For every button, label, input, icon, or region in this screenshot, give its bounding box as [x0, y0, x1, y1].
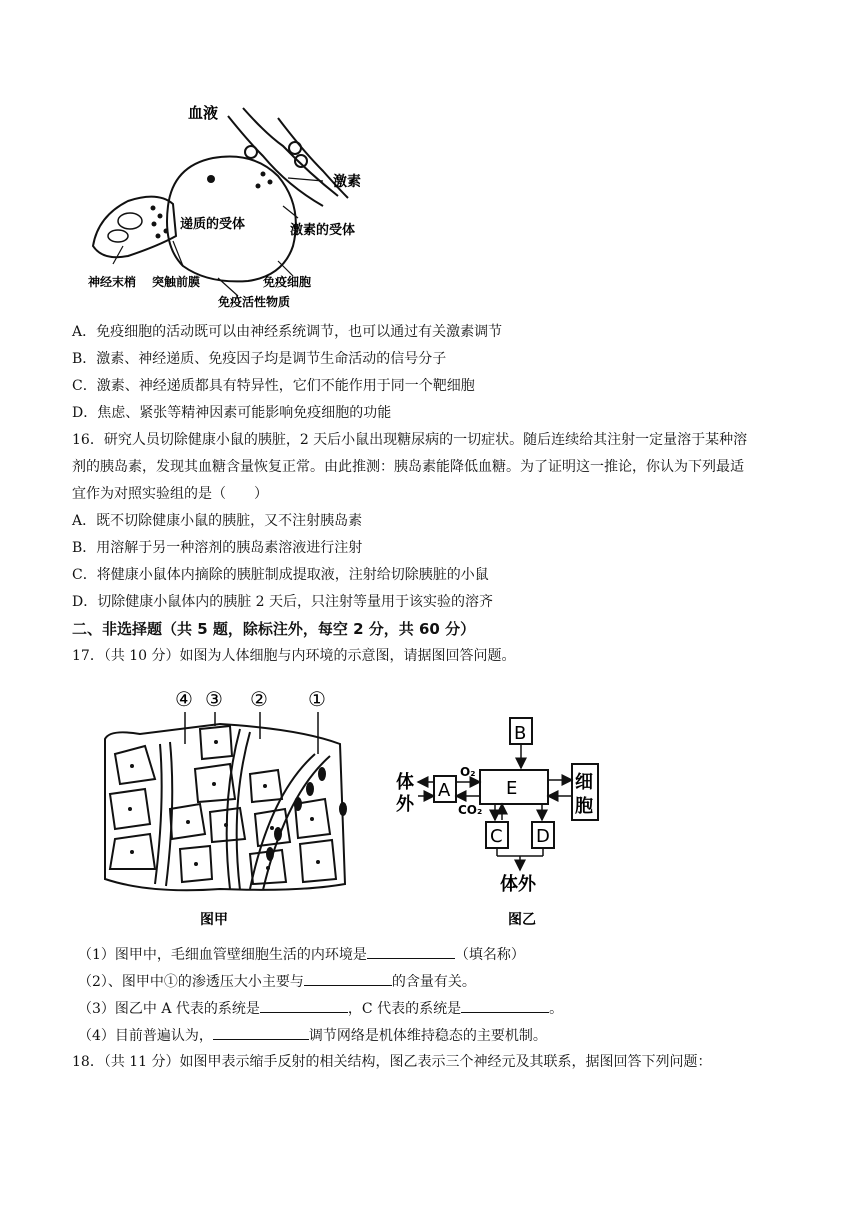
q16-option-a: A．既不切除健康小鼠的胰脏，又不注射胰岛素 [72, 513, 363, 529]
marker-4: ④ [175, 687, 193, 711]
q17-sub1 [78, 944, 525, 965]
q17-sub2-blank[interactable] [304, 971, 392, 986]
q16-stem-line2: 剂的胰岛素，发现其血糖含量恢复正常。由此推测：胰岛素能降低血糖。为了证明这一推论，你认为下列最适 [72, 459, 744, 475]
figure-b-systems [390, 712, 620, 934]
q17-sub2 [78, 971, 476, 992]
q17-sub1-blank[interactable] [367, 944, 455, 959]
q17-sub4-tail: 调节网络是机体维持稳态的主要机制。 [308, 1028, 547, 1044]
q15-option-c: C．激素、神经递质都具有特异性，它们不能作用于同一个靶细胞 [72, 378, 475, 394]
label-nerve-ending: 神经末梢 [88, 275, 137, 289]
immune-cell-diagram [88, 96, 388, 312]
q15-option-b: B．激素、神经递质、免疫因子均是调节生命活动的信号分子 [72, 351, 447, 367]
cells-label-2: 胞 [575, 796, 593, 817]
marker-2: ② [250, 687, 268, 711]
box-b-label: B [514, 723, 527, 744]
outside-bottom-label: 体外 [500, 874, 536, 895]
box-c-label: C [490, 826, 503, 847]
label-blood: 血液 [188, 104, 219, 122]
section2-heading: 二、非选择题（共 5 题，除标注外，每空 2 分，共 60 分） [72, 620, 476, 638]
q17-sub4 [78, 1025, 547, 1046]
q17-sub4-blank[interactable] [213, 1025, 309, 1040]
q16-option-b: B．用溶解于另一种溶剂的胰岛素溶液进行注射 [72, 540, 363, 556]
figure-a-tissue [100, 684, 350, 934]
figure-b-caption: 图乙 [508, 912, 536, 928]
q17-sub3 [78, 998, 563, 1019]
q15-option-a: A．免疫细胞的活动既可以由神经系统调节，也可以通过有关激素调节 [72, 324, 503, 340]
box-e-label: E [506, 778, 518, 799]
box-a-label: A [438, 780, 451, 801]
q17-sub3-mid: ，C 代表的系统是 [347, 1001, 462, 1017]
q16-stem-line1: 16．研究人员切除健康小鼠的胰脏，2 天后小鼠出现糖尿病的一切症状。随后连续给其注射一定量溶于某种溶 [72, 432, 748, 448]
q17-sub2-tail: 的含量有关。 [391, 974, 476, 990]
q17-sub1-note: （填名称） [454, 947, 525, 963]
q17-sub3-blank-c[interactable] [461, 998, 549, 1013]
q17-sub3-end: 。 [549, 1001, 564, 1017]
marker-3: ③ [205, 687, 223, 711]
q15-option-d: D．焦虑、紧张等精神因素可能影响免疫细胞的功能 [72, 405, 392, 421]
marker-1: ① [308, 687, 326, 711]
cells-label-1: 细 [575, 772, 593, 793]
label-immune-substance: 免疫活性物质 [218, 295, 291, 309]
q17-sub4-text: （4）目前普遍认为， [78, 1028, 213, 1044]
q16-stem-line3: 宜作为对照实验组的是（ ） [72, 486, 268, 502]
label-hormone: 激素 [333, 174, 361, 190]
label-transmitter-receptor: 递质的受体 [180, 217, 246, 232]
label-presynaptic: 突触前膜 [152, 275, 201, 289]
outside-left-bottom: 外 [396, 794, 414, 815]
q16-option-d: D．切除健康小鼠体内的胰脏 2 天后，只注射等量用于该实验的溶齐 [72, 594, 494, 610]
figure-a-caption: 图甲 [200, 912, 228, 928]
q17-sub3-text: （3）图乙中 A 代表的系统是 [78, 1001, 260, 1017]
q17-sub3-blank-a[interactable] [260, 998, 348, 1013]
q17-sub1-text: （1）图甲中，毛细血管壁细胞生活的内环境是 [78, 947, 367, 963]
co2-label: CO₂ [458, 803, 483, 817]
q16-option-c: C．将健康小鼠体内摘除的胰脏制成提取液，注射给切除胰脏的小鼠 [72, 567, 489, 583]
label-hormone-receptor: 激素的受体 [290, 223, 356, 238]
q17-stem: 17．（共 10 分）如图为人体细胞与内环境的示意图，请据图回答问题。 [72, 648, 516, 664]
box-d-label: D [536, 826, 550, 847]
q17-sub2-text: （2）、图甲中①的渗透压大小主要与 [78, 974, 304, 990]
outside-left-top: 体 [396, 772, 414, 793]
q18-stem: 18．（共 11 分）如图甲表示缩手反射的相关结构，图乙表示三个神经元及其联系，据图回答下列问题： [72, 1054, 712, 1070]
o2-label: O₂ [460, 765, 476, 779]
label-immune-cell: 免疫细胞 [263, 275, 312, 289]
